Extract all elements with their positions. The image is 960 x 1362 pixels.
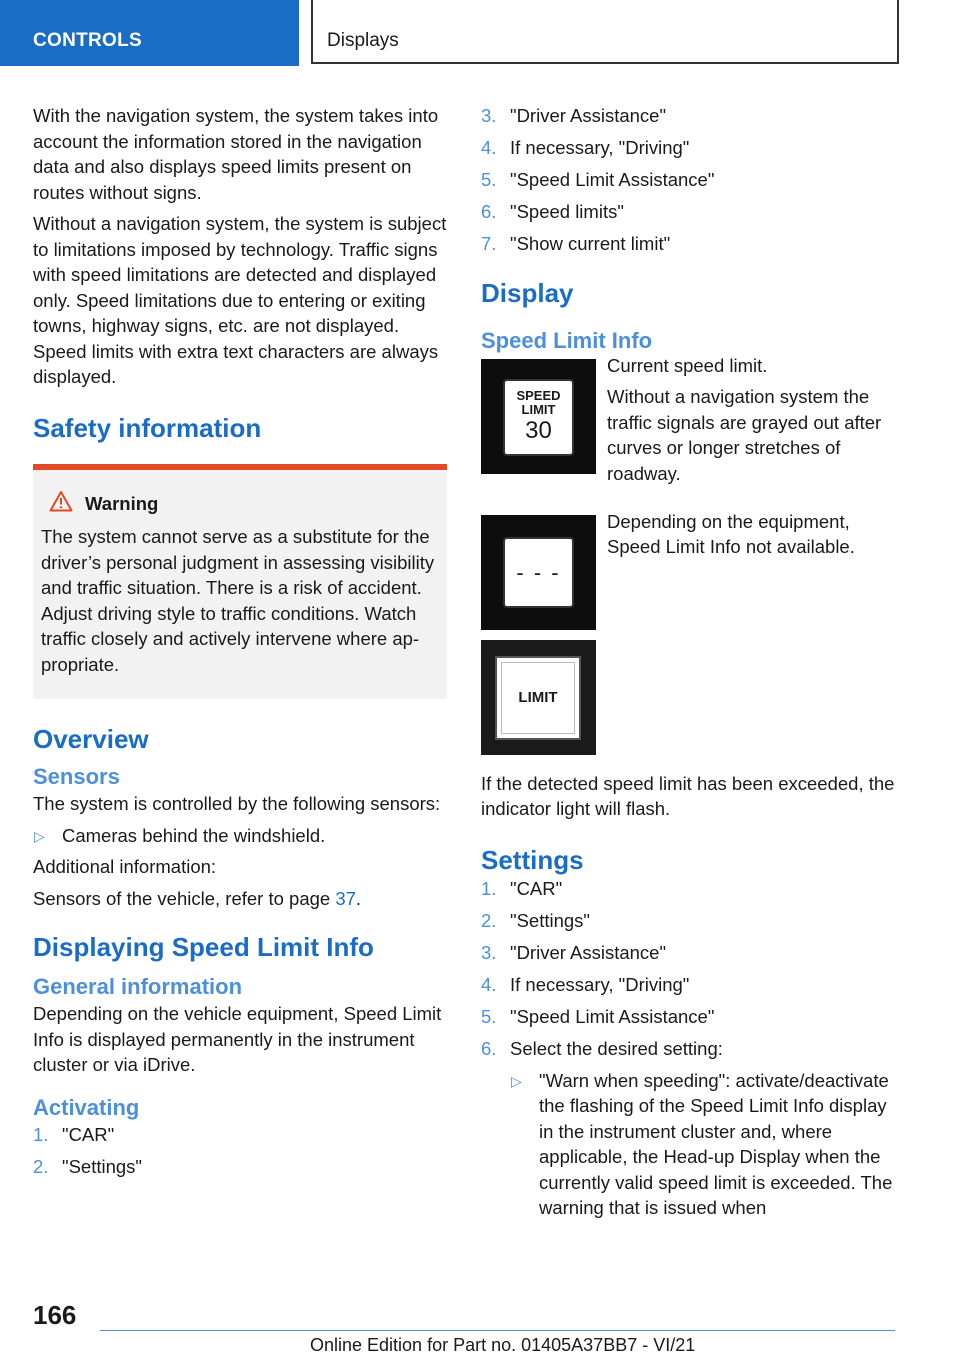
figure-2-description: [607, 509, 896, 566]
limit-sign: [495, 656, 581, 740]
figure-1-description: [607, 353, 896, 493]
unavailable-sign: [503, 537, 574, 608]
step-number: 1.: [481, 877, 497, 899]
desc-line: Without a navigation system the traffic signals are grayed out after curves or longer stretches of roadway.: [607, 386, 882, 484]
list-item: [481, 103, 896, 129]
section-tab: [0, 0, 299, 66]
list-item: [481, 1036, 896, 1062]
limit-icon: [481, 640, 596, 755]
sensors-reference: [33, 886, 447, 912]
list-item: [481, 972, 896, 998]
sensors-text: The system is controlled by the following sensors:: [33, 793, 441, 814]
sign-limit-text: LIMIT: [518, 688, 558, 706]
general-info-heading: General information: [33, 974, 243, 999]
step-number: 1.: [33, 1123, 49, 1145]
step-text: "Settings": [62, 1155, 142, 1177]
right-column: [481, 103, 896, 1227]
step-number: 4.: [481, 973, 497, 995]
desc-line: Current speed limit.: [607, 354, 768, 376]
sensors-bullet-text: Cameras behind the windshield.: [62, 824, 326, 846]
speed-limit-30-icon: [481, 359, 596, 474]
warning-box: [33, 464, 447, 700]
activating-heading: Activating: [33, 1094, 140, 1120]
activating-steps: [33, 1122, 447, 1180]
settings-options: [510, 1068, 896, 1221]
additional-info: Additional information:: [33, 856, 217, 877]
sign-dashes: - - -: [516, 559, 561, 585]
page-number: 166: [33, 1300, 77, 1330]
step-text: "Speed limits": [510, 201, 624, 222]
list-item: [481, 876, 896, 902]
left-column: [33, 103, 447, 1186]
warning-triangle-icon: [49, 490, 85, 519]
step-text: "CAR": [62, 1123, 115, 1145]
list-item: [481, 199, 896, 225]
sign-line-2: LIMIT: [521, 401, 556, 417]
display-heading: Display: [481, 277, 574, 308]
general-info-text: Depending on the vehicle equipment, Speed Limit Info is displayed permanently in the instrument cluster or via iDrive.: [33, 1003, 442, 1075]
step-text: "Speed Limit Assistance": [510, 1005, 715, 1027]
edition-text: Online Edition for Part no. 01405A37BB7 - VI/21: [310, 1335, 696, 1355]
step-text: "Speed Limit Assistance": [510, 169, 715, 190]
list-item: [33, 1154, 447, 1180]
settings-heading: Settings: [481, 844, 584, 875]
footer-divider: [100, 1330, 895, 1331]
chapter-label: Displays: [327, 30, 399, 51]
step-text: "Settings": [510, 909, 590, 931]
page-link[interactable]: 37: [335, 887, 356, 909]
list-item: [481, 167, 896, 193]
step-number: 2.: [481, 909, 497, 931]
desc-line: Depending on the equipment, Speed Limit Info not available.: [607, 510, 855, 557]
list-item: [481, 231, 896, 257]
list-item: [481, 135, 896, 161]
step-number: 7.: [481, 233, 497, 254]
list-item: [33, 1122, 447, 1148]
step-text: If necessary, "Driving": [510, 137, 690, 158]
step-number: 6.: [481, 201, 497, 222]
bullet-triangle-icon: ▷: [34, 827, 45, 844]
list-item: [481, 1004, 896, 1030]
warning-header: [49, 490, 439, 519]
step-text: "CAR": [510, 877, 563, 899]
intro-paragraph-1: With the navigation system, the system takes into account the information stored in the navigation data and also displays speed limits present on routes without signs.: [33, 105, 439, 203]
speed-limit-unavailable-icon: [481, 515, 596, 630]
activating-steps-continued: [481, 103, 896, 257]
step-text: "Show current limit": [510, 233, 671, 254]
step-number: 5.: [481, 1005, 497, 1027]
step-number: 4.: [481, 137, 497, 158]
limit-sign-inner: [501, 662, 575, 734]
settings-bullet-text: "Warn when speeding": activate/deactivate the flashing of the Speed Limit Info display in the instrument cluster and, where applicable, the Head-up Display when the currently valid speed limit is exceeded. The warning that is issued when: [539, 1069, 893, 1218]
exceeded-text: If the detected speed limit has been exceeded, the indicator light will flash.: [481, 772, 895, 819]
safety-heading: Safety information: [33, 412, 262, 443]
sign-value: 30: [525, 416, 552, 444]
speed-limit-info-heading: Speed Limit Info: [481, 327, 653, 353]
step-text: "Driver Assistance": [510, 941, 667, 963]
step-number: 3.: [481, 941, 497, 963]
step-text: "Driver Assistance": [510, 105, 667, 126]
warning-text: The system cannot serve as a substitute for the driver’s personal judgment in assessing visibility and traffic situation. There is a risk of accident. Adjust driving style to traffic conditions. Watch traffic closely and actively intervene where appropriate.: [41, 526, 435, 675]
settings-steps: [481, 876, 896, 1062]
step-number: 6.: [481, 1037, 497, 1059]
speed-limit-sign: [503, 379, 574, 456]
step-number: 2.: [33, 1155, 49, 1177]
sensors-heading: Sensors: [33, 764, 120, 789]
list-item: [481, 940, 896, 966]
section-label: CONTROLS: [33, 30, 143, 51]
step-number: 5.: [481, 169, 497, 190]
warning-title: Warning: [85, 493, 159, 514]
intro-paragraph-2: Without a navigation system, the system is subject to limitations imposed by technology. Traffic signs with speed limitations are detected and displayed only. Speed limitations due to entering or exiting towns, highway signs, etc. are not displayed. Speed limits with extra text characters are always displayed.: [33, 213, 447, 387]
step-number: 3.: [481, 105, 497, 126]
displaying-heading: Displaying Speed Limit Info: [33, 932, 374, 962]
chapter-tab: [311, 0, 899, 64]
figures-block: [481, 354, 896, 761]
reference-text: Sensors of the vehicle, refer to page: [33, 887, 336, 909]
step-text: Select the desired setting:: [510, 1037, 723, 1059]
bullet-triangle-icon: ▷: [511, 1072, 522, 1089]
list-item: [33, 823, 447, 849]
sign-line-1: SPEED: [516, 387, 561, 403]
overview-heading: Overview: [33, 724, 149, 754]
step-text: If necessary, "Driving": [510, 973, 690, 995]
list-item: [510, 1068, 896, 1221]
reference-end: .: [355, 887, 362, 909]
list-item: [481, 908, 896, 934]
